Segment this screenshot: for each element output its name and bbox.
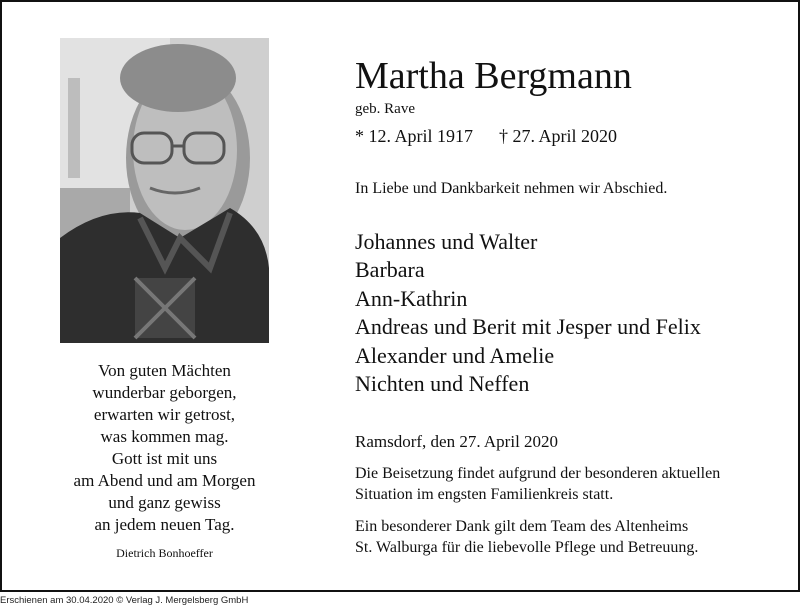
mourner-line: Alexander und Amelie xyxy=(355,342,555,368)
poem xyxy=(42,360,287,564)
farewell-text: In Liebe und Dankbarkeit nehmen wir Abschied. xyxy=(355,180,668,197)
portrait-illustration xyxy=(60,38,269,343)
poem-line: Gott ist mit uns xyxy=(111,449,218,468)
thanks-notice-line: Ein besonderer Dank gilt dem Team des Altenheims xyxy=(355,518,689,535)
mourner-line: Andreas und Berit mit Jesper und Felix xyxy=(355,314,701,340)
poem-author: Dietrich Bonhoeffer xyxy=(116,546,213,560)
thanks-notice-line: St. Walburga für die liebevolle Pflege und Betreuung. xyxy=(355,539,699,556)
publication-footer: Erschienen am 30.04.2020 © Verlag J. Mergelsberg GmbH xyxy=(0,595,249,606)
poem-line: und ganz gewiss xyxy=(108,493,221,512)
mourner-line: Barbara xyxy=(355,257,425,283)
thanks-notice xyxy=(355,516,773,558)
place-date: Ramsdorf, den 27. April 2020 xyxy=(355,432,559,451)
mourner-line: Nichten und Neffen xyxy=(355,371,530,397)
birth-name: geb. Rave xyxy=(355,101,415,117)
portrait-photo xyxy=(60,38,269,343)
mourner-line: Johannes und Walter xyxy=(355,229,538,254)
mourners-list xyxy=(355,228,701,398)
poem-line: an jedem neuen Tag. xyxy=(94,515,235,534)
life-dates xyxy=(355,126,617,147)
poem-line: erwarten wir getrost, xyxy=(93,405,236,424)
mourner-line: Ann-Kathrin xyxy=(355,285,468,311)
birth-date: * 12. April 1917 xyxy=(355,126,474,146)
poem-line: wunderbar geborgen, xyxy=(92,383,237,402)
funeral-notice xyxy=(355,463,773,505)
deceased-name: Martha Bergmann xyxy=(355,55,632,97)
funeral-notice-line: Die Beisetzung findet aufgrund der besonderen aktuellen xyxy=(355,465,721,482)
funeral-notice-line: Situation im engsten Familienkreis statt. xyxy=(355,486,614,503)
poem-line: was kommen mag. xyxy=(100,427,229,446)
poem-line: am Abend und am Morgen xyxy=(73,471,256,490)
poem-line: Von guten Mächten xyxy=(98,361,231,380)
death-date: † 27. April 2020 xyxy=(499,126,618,146)
